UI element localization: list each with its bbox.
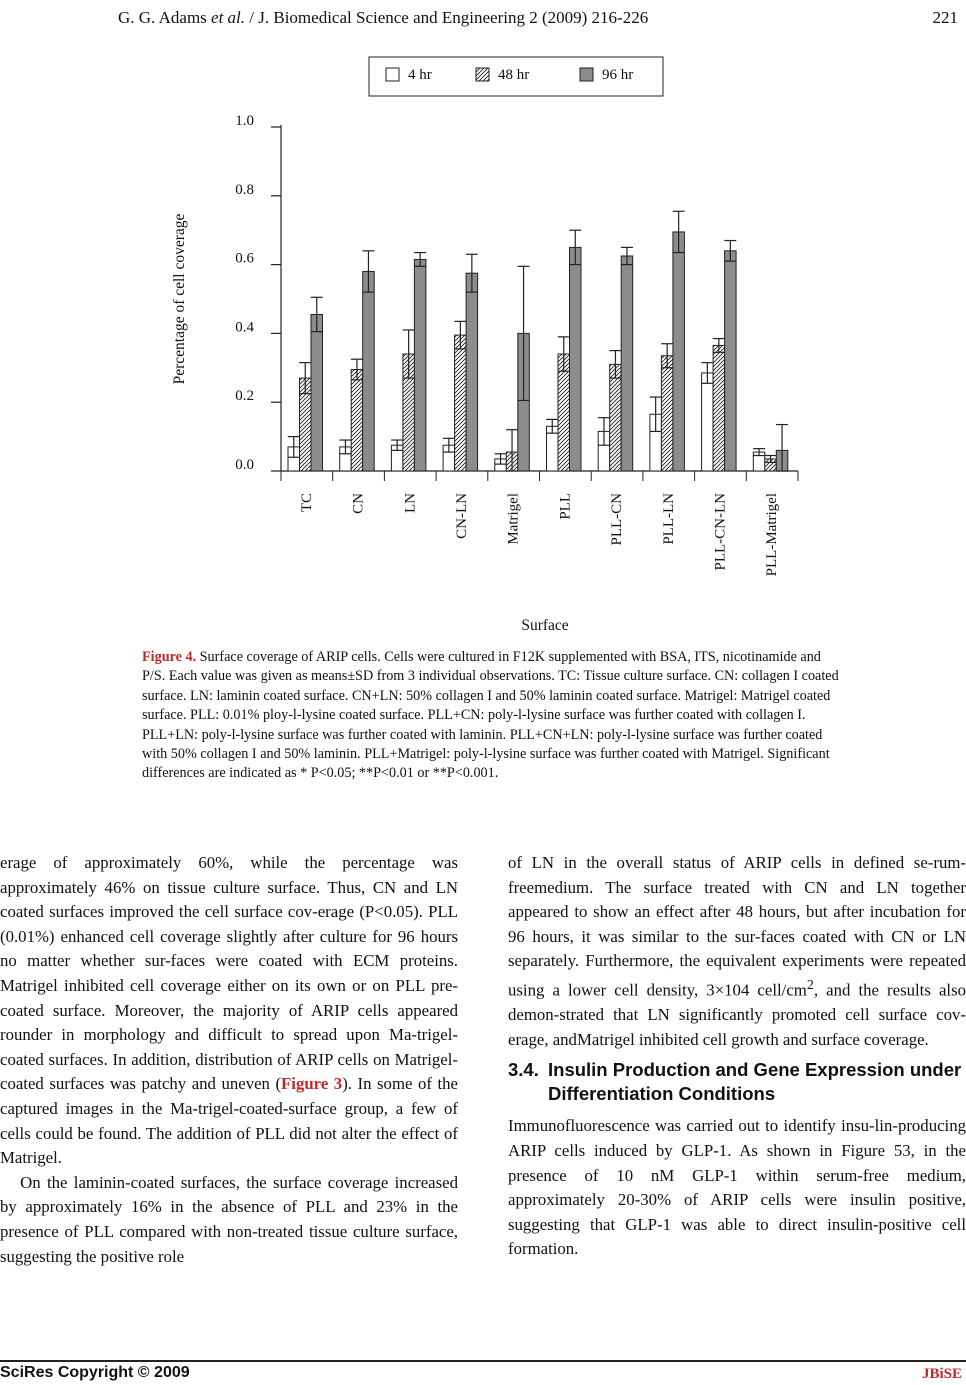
paragraph-text: ). In some of the captured images in the Ma-trigel-coated-surface group, a few of cells could be found. The addition of PLL did not alter the effect of Matrigel. [0, 1074, 458, 1168]
footer-journal: JBiSE [921, 1366, 962, 1382]
x-category-label: PLL-CN [609, 493, 626, 546]
y-tick-label: 0.2 [235, 388, 254, 405]
bar [610, 364, 622, 471]
x-category-label: PLL [557, 493, 574, 520]
bar-chart [0, 40, 966, 640]
x-category-label: PLL-Matrigel [764, 493, 781, 577]
footer-rule [0, 1360, 966, 1362]
bar [621, 256, 633, 471]
paragraph-text: , and the results also demon-strated that LN significantly promoted cell surface cov-erage, andMatrigel inhibited cell growth and surface coverage. [508, 980, 966, 1049]
bar [713, 345, 725, 471]
left-column [0, 851, 458, 1269]
legend-label: 48 hr [498, 67, 530, 83]
bar [363, 271, 375, 471]
bar [351, 370, 363, 471]
x-category-label: PLL-LN [660, 493, 677, 545]
header-journal: / J. Biomedical Science and Engineering 2 (2009) 216-226 [245, 8, 649, 27]
legend-label: 96 hr [602, 67, 634, 83]
running-head [118, 8, 958, 28]
bar [673, 232, 685, 471]
bar [455, 335, 467, 471]
paragraph [508, 851, 966, 1052]
y-tick-label: 0.4 [235, 319, 254, 336]
bar [702, 373, 714, 471]
figure-caption-text: Surface coverage of ARIP cells. Cells were cultured in F12K supplemented with BSA, ITS, nicotinamide and P/S. Each value was given as means±SD from 3 individual observations. TC: Tissue culture surface. CN: collagen I coated surface. LN: laminin coated surface. CN+LN: 50% collagen I and 50% laminin coated surface. Matrigel: Matrigel coated surface. PLL: 0.01% ploy-l-lysine coated surface. PLL+CN: poly-l-lysine surface was further coated with collagen I. PLL+LN: poly-l-lysine surface was further coated with laminin. PLL+CN+LN: poly-l-lysine surface was further coated with 50% collagen I and 50% laminin. PLL+Matrigel: poly-l-lysine surface was further coated with Matrigel. Significant differences are indicated as * P<0.05; **P<0.01 or **P<0.001. [142, 649, 839, 782]
figure-caption [142, 648, 842, 784]
x-category-label: PLL-CN-LN [712, 493, 729, 571]
paragraph [0, 851, 458, 1171]
header-etal: et al. [211, 8, 246, 27]
bar [414, 259, 426, 471]
y-tick-label: 1.0 [235, 113, 254, 129]
superscript: 2 [806, 977, 814, 993]
figure-label: Figure 4. [142, 649, 197, 665]
bar [466, 273, 478, 471]
paragraph: Immunofluorescence was carried out to identify insu-lin-producing ARIP cells induced by GLP-1. As shown in Figure 53, in the presence of 10 nM GLP-1 within serum-free medium, approximately 20-30% of ARIP cells were insulin positive, suggesting that GLP-1 was able to direct insulin-positive cell formation. [508, 1116, 966, 1259]
section-heading [508, 1058, 966, 1106]
legend-swatch [386, 68, 399, 81]
bar [311, 314, 323, 471]
y-tick-label: 0.8 [235, 181, 254, 198]
legend-swatch [580, 68, 593, 81]
section-number: 3.4. [508, 1059, 539, 1081]
x-category-label: Matrigel [505, 493, 522, 545]
section-title: Insulin Production and Gene Expression under Differentiation Conditions [548, 1059, 962, 1105]
y-axis-title: Percentage of cell coverage [171, 213, 188, 385]
header-authors: G. G. Adams [118, 8, 212, 27]
legend-swatch [476, 68, 489, 81]
bar [570, 247, 582, 471]
right-column [508, 851, 966, 1262]
bar [661, 356, 673, 471]
x-category-label: CN [350, 493, 367, 514]
paragraph-text: of LN in the overall status of ARIP cells in defined se-rum-freemedium. The surface treated with CN and LN together appeared to show an effect after 48 hours, but after incubation for 96 hours, it was similar to the sur-faces coated with CN or LN separately. Furthermore, the equivalent experiments were repeated using a lower cell density, 3×104 cell/cm [508, 853, 966, 1000]
x-category-label: TC [298, 493, 315, 513]
paragraph: On the laminin-coated surfaces, the surface coverage increased by approximately 16% in the absence of PLL and 23% in the presence of PLL compared with non-treated tissue culture surface, suggesting the positive role [0, 1172, 458, 1266]
page-number: 221 [932, 8, 958, 27]
x-axis-title: Surface [521, 617, 569, 634]
footer-copyright: SciRes Copyright © 2009 [0, 1364, 190, 1381]
x-category-label: CN-LN [453, 493, 470, 539]
chart-legend [369, 57, 663, 96]
y-tick-label: 0.0 [235, 457, 254, 473]
y-tick-label: 0.6 [235, 250, 254, 267]
legend-label: 4 hr [408, 67, 432, 83]
x-category-label: LN [402, 493, 419, 513]
figure-3-link[interactable]: Figure 3 [281, 1074, 343, 1094]
paragraph-text: erage of approximately 60%, while the percentage was approximately 46% on tissue culture surface. Thus, CN and LN coated surfaces improved the cell surface cov-erage (P<0.05). PLL (0.01%) enhanced cell coverage slightly after culture for 96 hours no matter whether sur-faces were coated with ECM proteins. Matrigel inhibited cell coverage either on its own or on PLL pre-coated surface. Moreover, the majority of ARIP cells appeared rounder in morphology and difficult to spread upon Ma-trigel-coated surfaces. In addition, distribution of ARIP cells on Matrigel-coated surfaces was patchy and uneven ( [0, 853, 458, 1094]
bar [725, 251, 737, 471]
